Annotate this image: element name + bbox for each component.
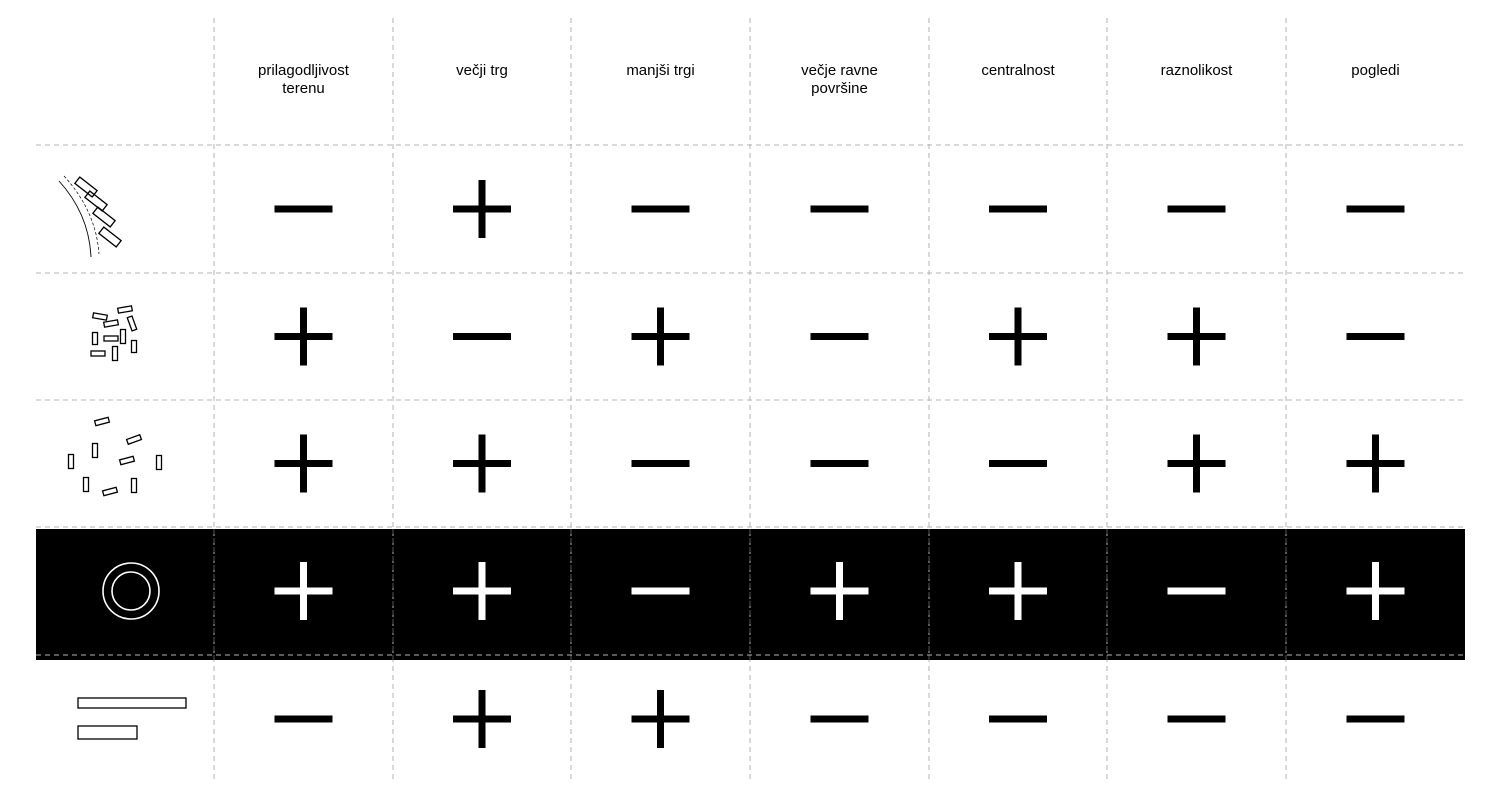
minus-mark [989,716,1047,723]
scattered-buildings-icon [69,417,162,495]
minus-mark [811,206,869,213]
plus-mark [1168,435,1226,493]
plus-mark [453,435,511,493]
minus-mark [453,333,511,340]
column-header: večji trg [456,62,508,79]
minus-mark [632,588,690,595]
minus-mark [1168,716,1226,723]
minus-mark [811,333,869,340]
column-header: prilagodljivost terenu [258,62,349,97]
plus-mark [632,308,690,366]
plus-mark [275,308,333,366]
plus-mark [632,690,690,748]
column-header: raznolikost [1160,62,1233,79]
plus-mark [989,308,1047,366]
minus-mark [1347,206,1405,213]
minus-mark [1347,716,1405,723]
plus-mark [1347,435,1405,493]
column-header: večje ravne površine [801,62,878,97]
column-header: pogledi [1351,62,1400,79]
minus-mark [989,460,1047,467]
linear-street-buildings-icon [59,176,121,257]
column-header: centralnost [981,62,1055,79]
minus-mark [1168,588,1226,595]
parallel-bars-icon [78,698,186,739]
column-header: manjši trgi [626,62,695,79]
plus-mark [1168,308,1226,366]
minus-mark [275,206,333,213]
minus-mark [1347,333,1405,340]
clustered-buildings-icon [91,306,137,361]
minus-mark [989,206,1047,213]
plus-mark [453,690,511,748]
plus-mark [453,180,511,238]
plus-mark [275,435,333,493]
minus-mark [275,716,333,723]
minus-mark [632,206,690,213]
minus-mark [811,460,869,467]
minus-mark [811,716,869,723]
minus-mark [632,460,690,467]
minus-mark [1168,206,1226,213]
